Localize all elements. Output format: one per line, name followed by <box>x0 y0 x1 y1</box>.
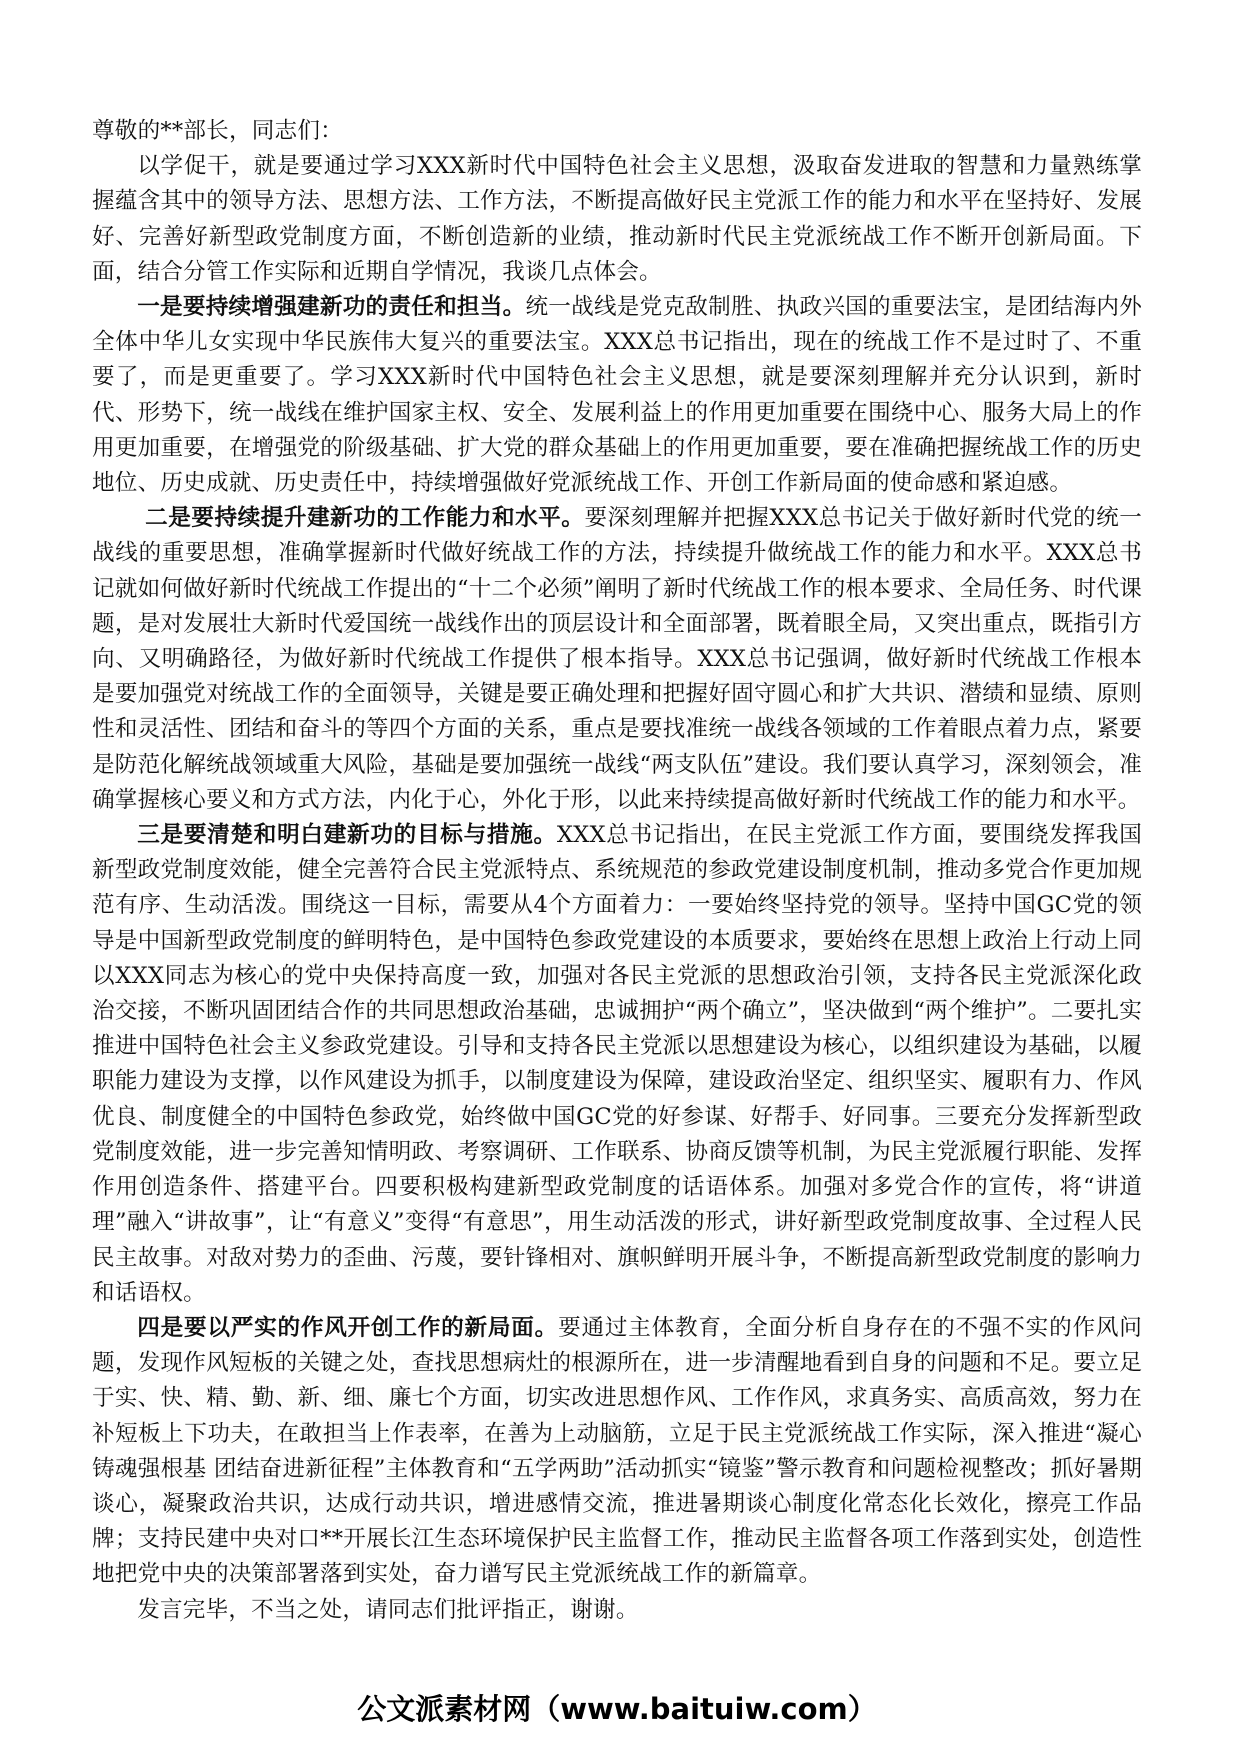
section-body-3: XXX总书记指出，在民主党派工作方面，要围绕发挥我国新型政党制度效能，健全完善符合民主党派特点、系统规范的参政党建设制度机制，推动多党合作更加规范有序、生动活泼。围绕这一目标，需要从4个方面着力：一要始终坚持党的领导。坚持中国GC党的领导是中国新型政党制度的鲜明特色，是中国特色参政党建设的本质要求，要始终在思想上政治上行动上同以XXX同志为核心的党中央保持高度一致，加强对各民主党派的思想政治引领，支持各民主党派深化政治交接，不断巩固团结合作的共同思想政治基础，忠诚拥护“两个确立”，坚决做到“两个维护”。二要扎实推进中国特色社会主义参政党建设。引导和支持各民主党派以思想建设为核心，以组织建设为基础，以履职能力建设为支撑，以作风建设为抓手，以制度建设为保障，建设政治坚定、组织坚实、履职有力、作风优良、制度健全的中国特色参政党，始终做中国GC党的好参谋、好帮手、好同事。三要充分发挥新型政党制度效能，进一步完善知情明政、考察调研、工作联系、协商反馈等机制，为民主党派履行职能、发挥作用创造条件、搭建平台。四要积极构建新型政党制度的话语体系。加强对多党合作的宣传，将“讲道理”融入“讲故事”，让“有意义”变得“有意思”，用生动活泼的形式，讲好新型政党制度故事、全过程人民民主故事。对敌对势力的歪曲、污蔑，要针锋相对、旗帜鲜明开展斗争，不断提高新型政党制度的影响力和话语权。 <box>92 822 1142 1306</box>
section-paragraph-1 <box>92 290 1142 501</box>
section-body-2: 要深刻理解并把握XXX总书记关于做好新时代党的统一战线的重要思想，准确掌握新时代做好统战工作的方法，持续提升做统战工作的能力和水平。XXX总书记就如何做好新时代统战工作提出的“十二个必须”阐明了新时代统战工作的根本要求、全局任务、时代课题，是对发展壮大新时代爱国统一战线作出的顶层设计和全面部署，既着眼全局，又突出重点，既指引方向、又明确路径，为做好新时代统战工作提供了根本指导。XXX总书记强调，做好新时代统战工作根本是要加强党对统战工作的全面领导，关键是要正确处理和把握好固守圆心和扩大共识、潜绩和显绩、原则性和灵活性、团结和奋斗的等四个方面的关系，重点是要找准统一战线各领域的工作着眼点着力点，紧要是防范化解统战领域重大风险，基础是要加强统一战线“两支队伍”建设。我们要认真学习，深刻领会，准确掌握核心要义和方式方法，内化于心，外化于形，以此来持续提高做好新时代统战工作的能力和水平。 <box>92 505 1142 813</box>
section-lead-3: 三是要清楚和明白建新功的目标与措施。 <box>137 822 557 849</box>
closing-paragraph: 发言完毕，不当之处，请同志们批评指正，谢谢。 <box>137 1596 639 1623</box>
section-lead-4: 四是要以严实的作风开创工作的新局面。 <box>137 1314 559 1341</box>
section-paragraph-4 <box>92 1311 1142 1593</box>
section-paragraph-2 <box>92 501 1142 818</box>
intro-paragraph: 以学促干，就是要通过学习XXX新时代中国特色社会主义思想，汲取奋发进取的智慧和力量熟练掌握蕴含其中的领导方法、思想方法、工作方法，不断提高做好民主党派工作的能力和水平在坚持好、发展好、完善好新型政党制度方面，不断创造新的业绩，推动新时代民主党派统战工作不断开创新局面。下面，结合分管工作实际和近期自学情况，我谈几点体会。 <box>92 153 1142 285</box>
section-paragraph-3 <box>92 818 1142 1311</box>
salutation: 尊敬的**部长，同志们： <box>92 118 343 144</box>
section-body-4: 要通过主体教育，全面分析自身存在的不强不实的作风问题，发现作风短板的关键之处，查找思想病灶的根源所在，进一步清醒地看到自身的问题和不足。要立足于实、快、精、勤、新、细、廉七个方面，切实改进思想作风、工作作风，求真务实、高质高效，努力在补短板上下功夫，在敢担当上作表率，在善为上动脑筋，立足于民主党派统战工作实际，深入推进“凝心铸魂强根基 团结奋进新征程”主体教育和“五学两助”活动抓实“镜鉴”警示教育和问题检视整改；抓好暑期谈心，凝聚政治共识，达成行动共识，增进感情交流，推进暑期谈心制度化常态化长效化，擦亮工作品牌；支持民建中央对口**开展长江生态环境保护民主监督工作，推动民主监督各项工作落到实处，创造性地把党中央的决策部署落到实处，奋力谱写民主党派统战工作的新篇章。 <box>92 1314 1143 1588</box>
footer-watermark: 公文派素材网（www.baituiw.com） <box>357 1692 877 1726</box>
section-lead-1: 一是要持续增强建新功的责任和担当。 <box>137 294 526 321</box>
document-body <box>92 114 1142 1628</box>
section-body-1: 统一战线是党克敌制胜、执政兴国的重要法宝，是团结海内外全体中华儿女实现中华民族伟大复兴的重要法宝。XXX总书记指出，现在的统战工作不是过时了、不重要了，而是更重要了。学习XXX新时代中国特色社会主义思想，就是要深刻理解并充分认识到，新时代、形势下，统一战线在维护国家主权、安全、发展利益上的作用更加重要在围绕中心、服务大局上的作用更加重要，在增强党的阶级基础、扩大党的群众基础上的作用更加重要，要在准确把握统战工作的历史地位、历史成就、历史责任中，持续增强做好党派统战工作、开创工作新局面的使命感和紧迫感。 <box>92 294 1143 497</box>
section-lead-2: 二是要持续提升建新功的工作能力和水平。 <box>145 505 585 532</box>
